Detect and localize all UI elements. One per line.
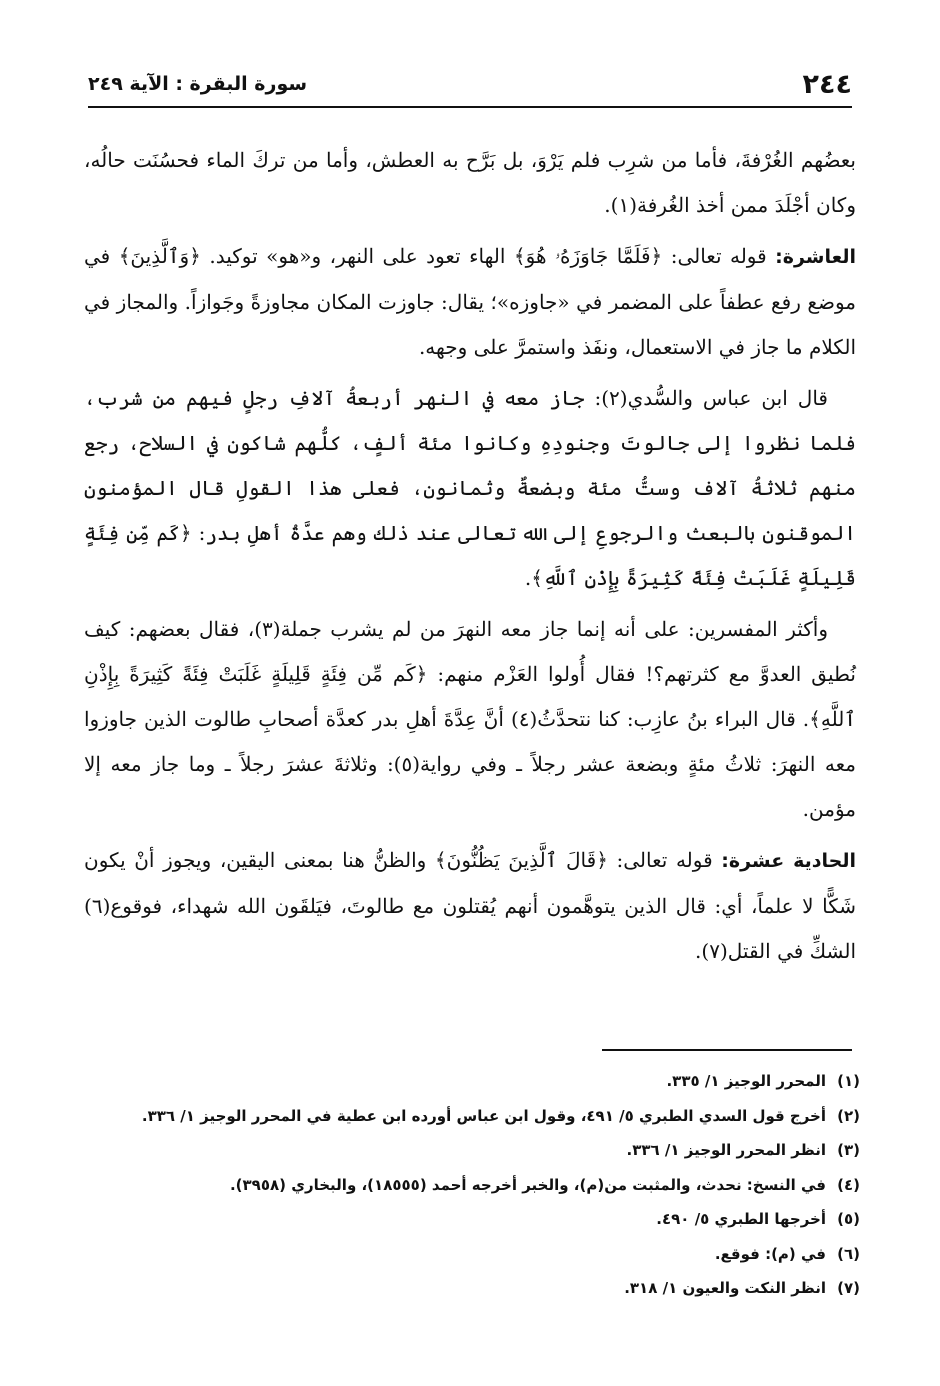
footnote-item bbox=[84, 1271, 860, 1306]
paragraph-2-text: قوله تعالى: ﴿فَلَمَّا جَاوَزَهُۥ هُوَ﴾ الهاء تعود على النهر، و«هو» توكيد. ﴿وَٱلَّذِينَ﴾ في موضع رفع عطفاً على المضمر في «جاوزه»؛ يقال: جاوزت المكان مجاوزةً وجَوازاً. والمجاز في الكلام ما جاز في الاستعمال، ونفَذ واستمرَّ على وجهه. bbox=[84, 244, 856, 359]
footnote-text: أخرج قول السدي الطبري ٥/ ٤٩١، وقول ابن عباس أورده ابن عطية في المحرر الوجيز ١/ ٣٣٦. bbox=[141, 1106, 826, 1125]
paragraph-1: بعضُهم الغُرْفةَ، فأما من شرِب فلم يَرْوَ، بل بَرَّح به العطش، وأما من تركَ الماء فحسُنَت حالُه، وكان أجْلَدَ ممن أخذ الغُرفة(١). bbox=[84, 148, 856, 217]
footnote-text: انظر المحرر الوجيز ١/ ٣٣٦. bbox=[626, 1141, 826, 1159]
running-title: سورة البقرة : الآية ٢٤٩ bbox=[88, 73, 308, 95]
footnote-separator bbox=[602, 1049, 852, 1051]
footnote-number: (٢) bbox=[837, 1106, 860, 1125]
footnote-item bbox=[84, 1202, 860, 1237]
paragraph-5 bbox=[84, 838, 856, 974]
footnote-text: أخرجها الطبري ٥/ ٤٩٠. bbox=[656, 1210, 826, 1228]
page-number: ٢٤٤ bbox=[802, 68, 852, 100]
footnote-item bbox=[84, 1133, 860, 1168]
main-text bbox=[84, 138, 856, 980]
paragraph-2 bbox=[84, 234, 856, 370]
footnote-number: (١) bbox=[837, 1072, 860, 1090]
footnote-item bbox=[84, 1064, 860, 1099]
footnote-text: في (م): فوقع. bbox=[714, 1244, 826, 1263]
section-heading-tenth: العاشرة: bbox=[775, 246, 856, 268]
page-header bbox=[88, 62, 852, 108]
footnote-number: (٥) bbox=[837, 1210, 860, 1228]
footnote-item bbox=[84, 1099, 860, 1134]
footnote-number: (٣) bbox=[837, 1141, 860, 1159]
footnotes bbox=[84, 1064, 860, 1306]
paragraph-4: وأكثر المفسرين: على أنه إنما جاز معه النهرَ من لم يشرب جملة(٣)، فقال بعضهم: كيف نُطيق العدوَّ مع كثرتهم؟! فقال أُولوا العَزْم منهم: ﴿كَم مِّن فِئَةٍ قَلِيلَةٍ غَلَبَتْ فِئَةً كَثِيرَةً بِإِذْنِ ٱللَّهِ﴾. قال البراء بنُ عازِب: كنا نتحدَّثُ(٤) أنَّ عِدَّةَ أهلِ بدر كعدَّة أصحابِ طالوت الذين جاوزوا معه النهرَ: ثلاثُ مئةٍ وبضعة عشر رجلاً ـ وفي رواية(٥): وثلاثةَ عشرَ رجلاً ـ وما جاز معه إلا مؤمن. bbox=[84, 617, 857, 821]
footnote-text: المحرر الوجيز ١/ ٣٣٥. bbox=[666, 1072, 826, 1090]
footnote-number: (٧) bbox=[837, 1279, 860, 1297]
footnote-text: في النسخ: نحدث، والمثبت من(م)، والخبر أخرجه أحمد (١٨٥٥٥)، والبخاري (٣٩٥٨). bbox=[229, 1175, 826, 1194]
footnote-number: (٦) bbox=[837, 1244, 860, 1263]
paragraph-3: قال ابن عباس والسُّدي(٢): جاز معه في النهر أربعةُ آلافِ رجلٍ فيهم من شرب، فلما نظروا إلى جالوتَ وجنودِهِ وكانوا مئة ألفٍ، كلُّهم شاكون في السلاح، رجع منهم ثلاثةُ آلاف وستُّ مئة وبضعةٌ وثمانون، فعلى هذا القولِ قال المؤمنون الموقنون بالبعث والرجوعِ إلى الله تعالى عند ذلك وهم عدَّةُ أهلِ بدر: ﴿كَم مِّن فِئَةٍ قَلِيلَةٍ غَلَبَتْ فِئَةً كَثِيرَةً بِإِذْنِ ٱللَّهِ﴾. bbox=[84, 386, 856, 590]
footnote-item bbox=[84, 1237, 860, 1272]
footnote-number: (٤) bbox=[837, 1175, 860, 1194]
paragraph-5-text: قوله تعالى: ﴿قَالَ ٱلَّذِينَ يَظُنُّونَ﴾ والظنُّ هنا بمعنى اليقين، ويجوز أنْ يكون شَكًّا لا علماً، أي: قال الذين يتوهَّمون أنهم يُقتلون مع طالوتَ، فيَلقَون الله شهداء، فوقوع(٦) الشكِّ في القتل(٧). bbox=[84, 848, 856, 963]
section-heading-eleventh: الحادية عشرة: bbox=[721, 850, 856, 872]
footnote-text: انظر النكت والعيون ١/ ٣١٨. bbox=[624, 1279, 826, 1297]
footnote-item bbox=[84, 1168, 860, 1203]
